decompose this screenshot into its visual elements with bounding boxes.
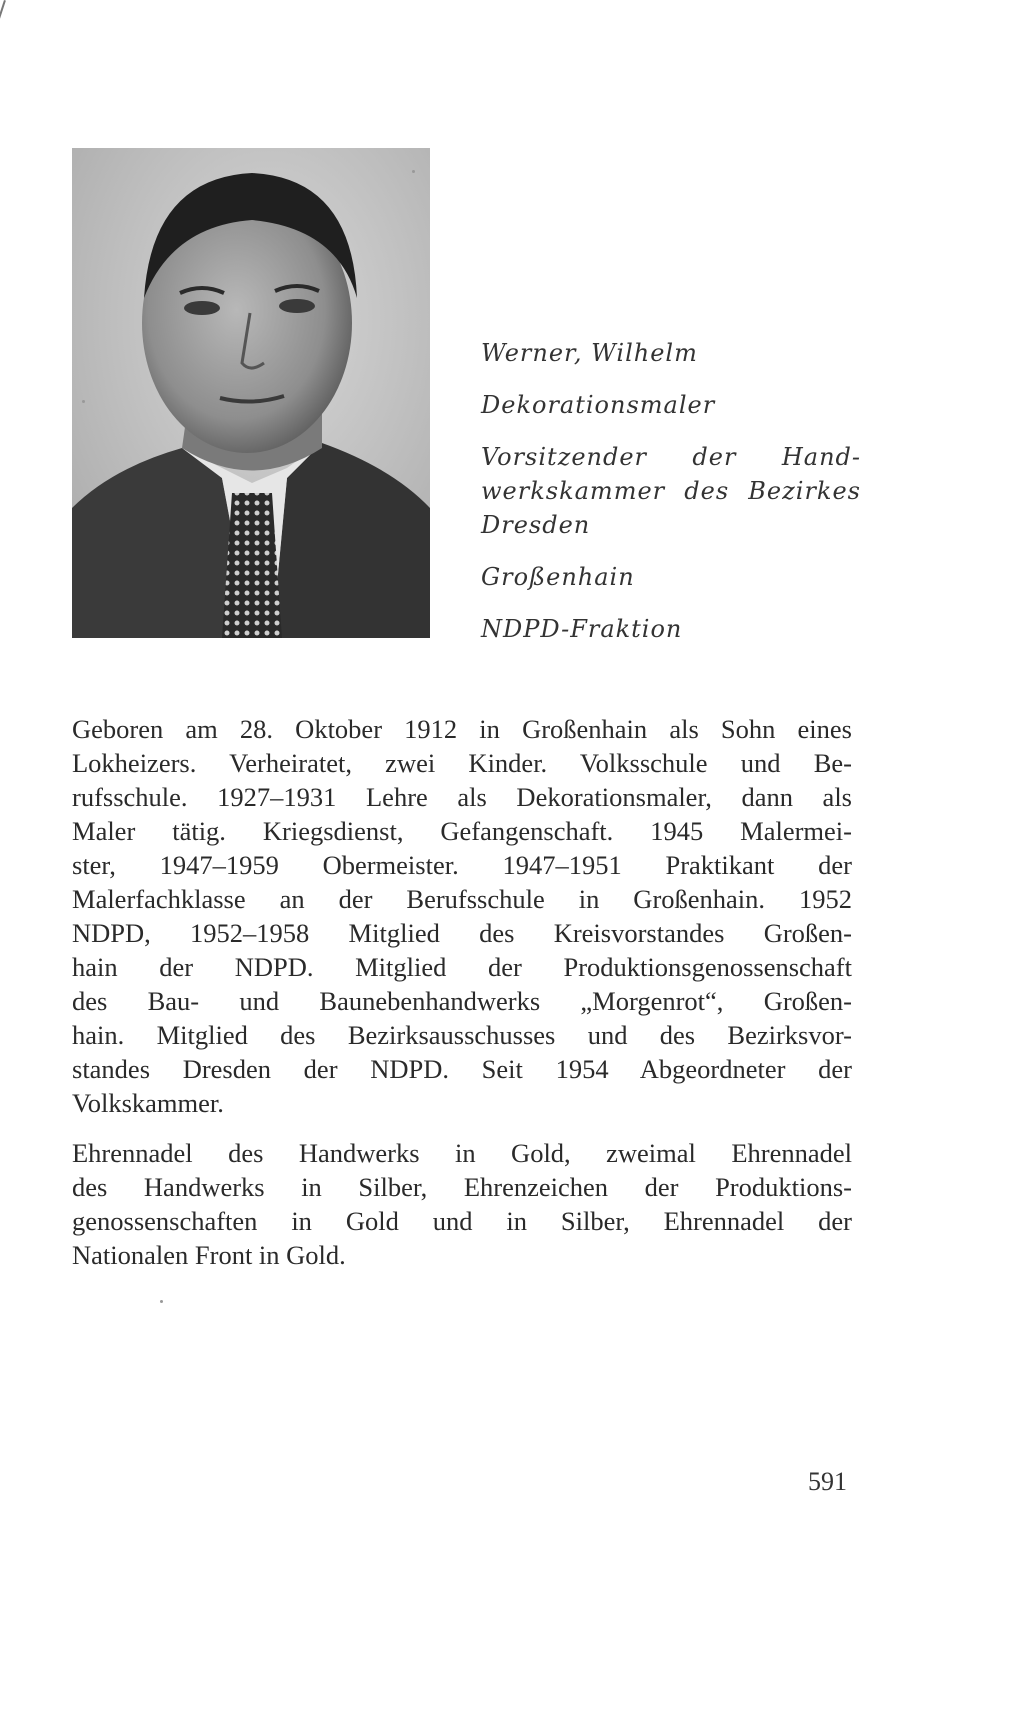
dust-speck: [82, 400, 85, 403]
biography-paragraph-1: [72, 712, 852, 1120]
biography-paragraph-2: [72, 1136, 852, 1272]
position-line: werkskammer des Bezirkes: [481, 477, 861, 505]
text-line: Ehrennadel des Handwerks in Gold, zweimal Ehrennadel: [72, 1138, 852, 1168]
person-faction: NDPD-Fraktion: [481, 615, 683, 643]
profile-caption: [481, 336, 861, 664]
text-line: genossenschaften in Gold und in Silber, Ehrennadel der: [72, 1206, 852, 1236]
text-line: des Handwerks in Silber, Ehrenzeichen der Produktions-: [72, 1172, 852, 1202]
text-line: rufsschule. 1927–1931 Lehre als Dekorationsmaler, dann als: [72, 782, 852, 812]
page-number: 591: [808, 1467, 847, 1496]
text-line: Geboren am 28. Oktober 1912 in Großenhain als Sohn eines: [72, 714, 852, 744]
position-line: Dresden: [481, 511, 591, 539]
person-location: Großenhain: [481, 563, 635, 591]
text-line: ster, 1947–1959 Obermeister. 1947–1951 Praktikant der: [72, 850, 852, 880]
person-name: Werner, Wilhelm: [481, 339, 698, 367]
portrait-photo: [72, 148, 430, 638]
text-line: Volkskammer.: [72, 1088, 224, 1118]
dust-speck: [412, 170, 415, 173]
text-line: des Bau- und Baunebenhandwerks „Morgenrot“, Großen-: [72, 986, 852, 1016]
text-line: Nationalen Front in Gold.: [72, 1240, 346, 1270]
text-line: NDPD, 1952–1958 Mitglied des Kreisvorstandes Großen-: [72, 918, 852, 948]
text-line: Maler tätig. Kriegsdienst, Gefangenschaft. 1945 Malermei-: [72, 816, 852, 846]
person-occupation: Dekorationsmaler: [481, 391, 716, 419]
text-line: Malerfachklasse an der Berufsschule in Großenhain. 1952: [72, 884, 852, 914]
text-line: hain der NDPD. Mitglied der Produktionsgenossenschaft: [72, 952, 852, 982]
pencil-mark: [0, 0, 6, 22]
person-position: [481, 440, 861, 542]
dust-speck: [160, 1300, 163, 1303]
biography: [72, 712, 852, 1288]
portrait-image: [72, 148, 430, 638]
text-line: hain. Mitglied des Bezirksausschusses und des Bezirksvor-: [72, 1020, 852, 1050]
text-line: Lokheizers. Verheiratet, zwei Kinder. Volksschule und Be-: [72, 748, 852, 778]
position-line: Vorsitzender der Hand-: [481, 443, 861, 471]
text-line: standes Dresden der NDPD. Seit 1954 Abgeordneter der: [72, 1054, 852, 1084]
